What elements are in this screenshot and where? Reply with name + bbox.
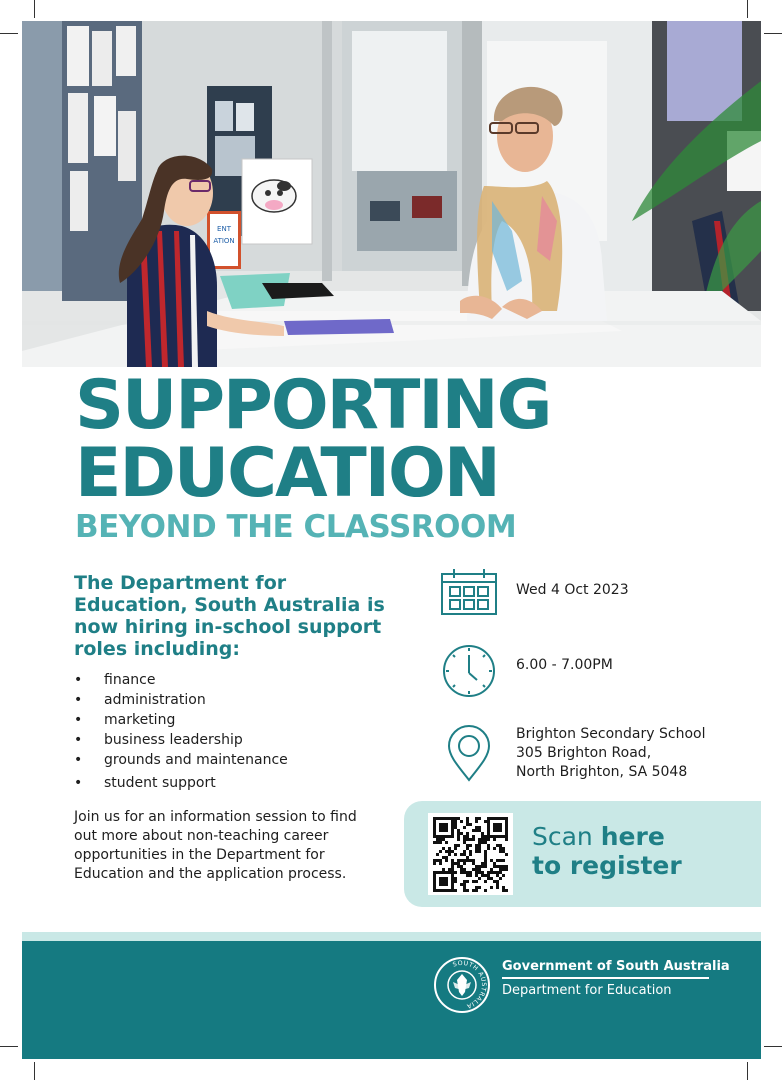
headline-line-2: EDUCATION [75,434,499,513]
role-label: marketing [104,712,176,728]
bullet: • [74,712,83,728]
list-item [74,730,288,750]
intro-text: The Department for Education, South Australia is now hiring in-school support roles including: [74,572,385,660]
scan-line-2: to register [532,851,682,880]
seal-text: SOUTH AUSTRALIA [451,959,488,1010]
crop-mark [764,1046,782,1047]
list-item [74,750,288,770]
crop-mark [0,33,18,34]
headline [75,366,551,513]
bullet: • [74,672,83,688]
qr-code-icon[interactable] [428,813,513,895]
scan-prefix: Scan [532,822,593,851]
calendar-icon [440,568,498,616]
subheadline: BEYOND THE CLASSROOM [75,509,517,545]
photo-sign-text: ATION [213,237,235,245]
venue-line: 305 Brighton Road, [516,745,652,761]
venue-line: North Brighton, SA 5048 [516,764,688,780]
bullet: • [74,732,83,748]
clock-icon [441,643,497,699]
list-item [74,710,288,730]
divider [502,977,709,979]
role-label: grounds and maintenance [104,752,288,768]
roles-list [74,670,288,793]
footer-accent [22,932,761,941]
crop-mark [34,1062,35,1080]
government-name: Government of South Australia [502,959,730,974]
role-label: administration [104,692,206,708]
crop-mark [747,1062,748,1080]
event-time: 6.00 - 7.00PM [516,657,613,673]
crop-mark [0,1046,18,1047]
event-venue [516,725,705,782]
department-name: Department for Education [502,983,672,998]
role-label: finance [104,672,156,688]
crop-mark [34,0,35,18]
location-pin-icon [446,724,492,782]
list-item [74,690,288,710]
join-text: Join us for an information session to find out more about non-teaching career opportunities in the Department for Education and the application process. [74,809,357,882]
event-date: Wed 4 Oct 2023 [516,582,629,598]
list-item [74,773,288,793]
bullet: • [74,692,83,708]
bullet: • [74,775,83,791]
headline-line-1: SUPPORTING [75,366,551,445]
venue-line: Brighton Secondary School [516,726,706,742]
photo-sign-text: ENT [217,225,231,233]
crop-mark [764,33,782,34]
state-seal-icon [433,956,491,1014]
scan-bold: here [600,822,665,851]
hero-photo [22,21,761,367]
scan-to-register-text [532,822,682,880]
role-label: business leadership [104,732,243,748]
bullet: • [74,752,83,768]
list-item [74,670,288,690]
role-label: student support [104,775,216,791]
crop-mark [747,0,748,18]
